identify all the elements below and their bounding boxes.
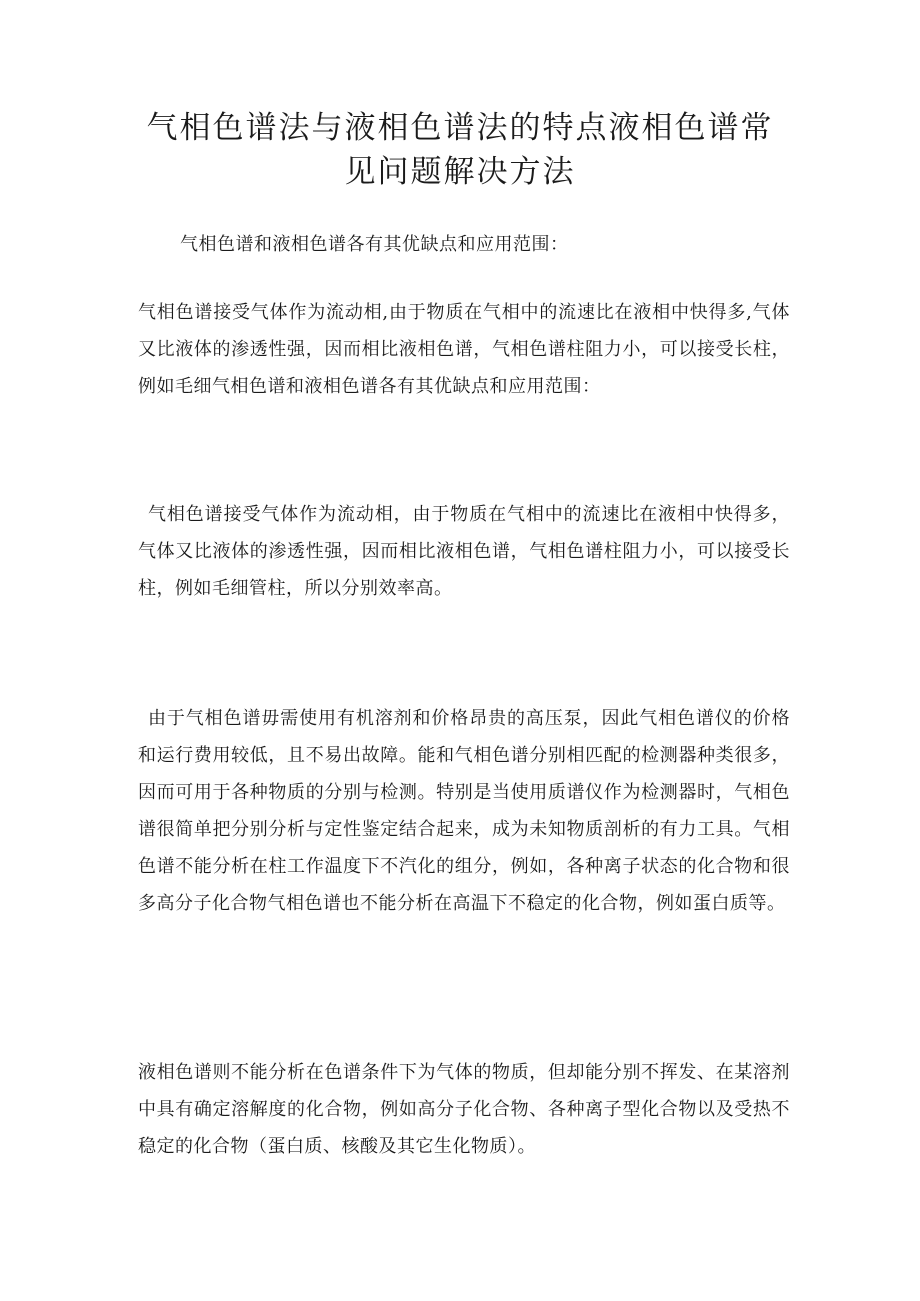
intro-paragraph: 气相色谱和液相色谱各有其优缺点和应用范围： xyxy=(180,234,569,255)
document-title xyxy=(100,106,820,194)
title-line-2: 见问题解决方法 xyxy=(344,154,576,190)
gc-cost-detector-paragraph: 由于气相色谱毋需使用有机溶剂和价格昂贵的高压泵，因此气相色谱仪的价格和运行费用较低，且不易出故障。能和气相色谱分别相匹配的检测器种类很多，因而可用于各种物质的分别与检测。特别是当使用质谱仪作为检测器时，气相色谱很简单把分别分析与定性鉴定结合起来，成为未知物质剖析的有力工具。气相色谱不能分析在柱工作温度下不汽化的组分，例如，各种离子状态的化合物和很多高分子化合物气相色谱也不能分析在高温下不稳定的化合物，例如蛋白质等。 xyxy=(138,708,790,914)
gc-mobile-phase-paragraph: 气相色谱接受气体作为流动相,由于物质在气相中的流速比在液相中快得多,气体又比液体的渗透性强，因而相比液相色谱，气相色谱柱阻力小，可以接受长柱，例如毛细气相色谱和液相色谱各有其优缺点和应用范围： xyxy=(138,302,790,397)
gc-efficiency-paragraph: 气相色谱接受气体作为流动相，由于物质在气相中的流速比在液相中快得多，气体又比液体的渗透性强，因而相比液相色谱，气相色谱柱阻力小，可以接受长柱，例如毛细管柱，所以分别效率高。 xyxy=(138,504,790,599)
lc-paragraph: 液相色谱则不能分析在色谱条件下为气体的物质，但却能分别不挥发、在某溶剂中具有确定溶解度的化合物，例如高分子化合物、各种离子型化合物以及受热不稳定的化合物（蛋白质、核酸及其它生化物质）。 xyxy=(138,1062,790,1157)
title-line-1: 气相色谱法与液相色谱法的特点液相色谱常 xyxy=(146,110,774,146)
